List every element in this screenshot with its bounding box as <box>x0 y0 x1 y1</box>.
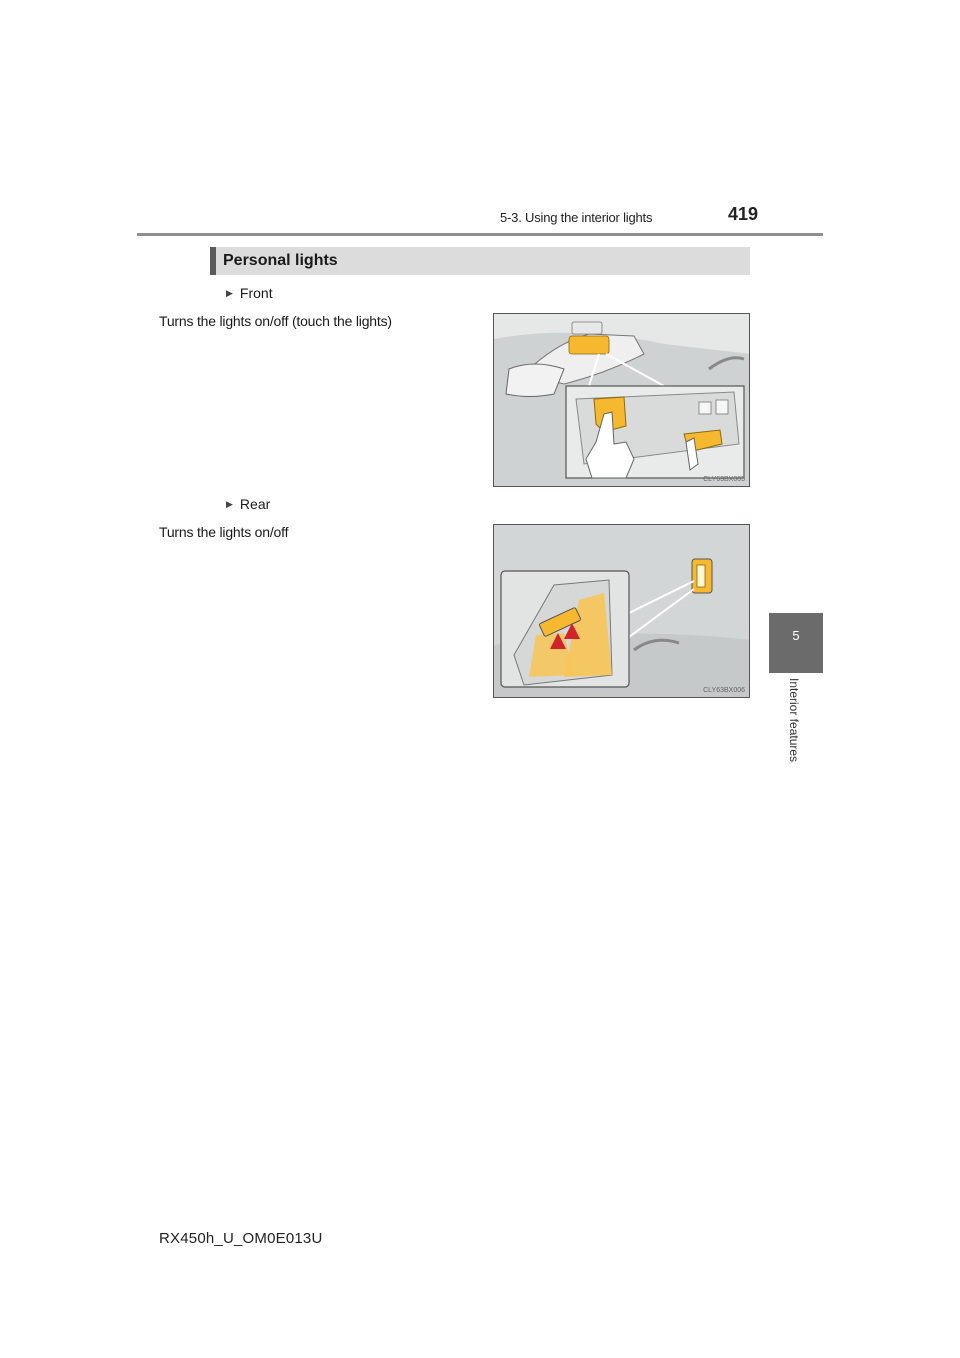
triangle-bullet-icon: ▶ <box>226 499 233 509</box>
bullet-front-label: Front <box>239 285 273 301</box>
rear-figure-code: CLY63BX006 <box>703 687 745 694</box>
rear-lights-illustration <box>494 525 750 698</box>
front-description: Turns the lights on/off (touch the lights) <box>159 313 392 329</box>
triangle-bullet-icon: ▶ <box>226 288 233 298</box>
bullet-rear <box>226 496 270 512</box>
bullet-front <box>226 285 273 301</box>
chapter-number: 5 <box>792 628 800 643</box>
rear-description: Turns the lights on/off <box>159 524 289 540</box>
footer-model-code: RX450h_U_OM0E013U <box>159 1230 323 1247</box>
header-rule <box>137 233 823 236</box>
section-header: 5-3. Using the interior lights <box>500 210 653 225</box>
chapter-label: Interior features <box>787 678 801 763</box>
front-lights-illustration <box>494 314 750 487</box>
bullet-rear-label: Rear <box>239 496 271 512</box>
section-title: Personal lights <box>223 252 338 269</box>
chapter-tab <box>769 613 823 673</box>
rear-lights-figure <box>493 524 750 698</box>
page-number: 419 <box>728 204 759 224</box>
section-heading-accent <box>210 247 216 275</box>
front-figure-code: CLY63BX005 <box>703 476 745 483</box>
front-lights-figure <box>493 313 750 487</box>
